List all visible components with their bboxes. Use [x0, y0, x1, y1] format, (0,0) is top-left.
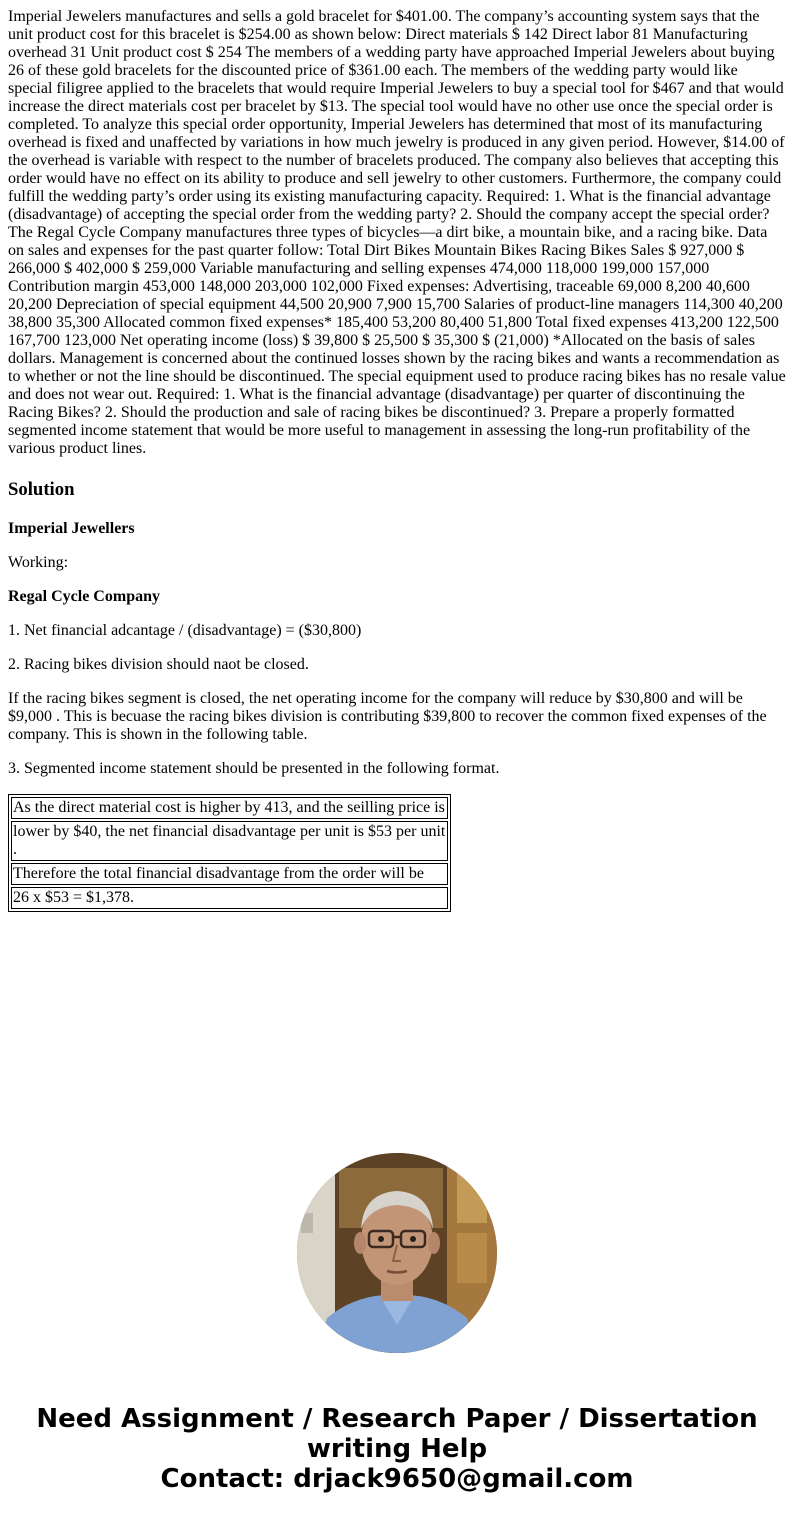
- table-row: [11, 887, 448, 909]
- promo-line-1: Need Assignment / Research Paper / Dissertation writing Help: [36, 1404, 758, 1464]
- table-row: [11, 863, 448, 885]
- question-text: Imperial Jewelers manufactures and sells a gold bracelet for $401.00. The company’s accounting system says that the unit product cost for this bracelet is $254.00 as shown below: Direct materials $ 142 Direct labor 81 Manufacturing overhead 31 Unit product cost $ 254 The members of a wedding party have approached Imperial Jewelers about buying 26 of these gold bracelets for the discounted price of $361.00 each. The members of the wedding party would like special filigree applied to the bracelets that would require Imperial Jewelers to buy a special tool for $467 and that would increase the direct materials cost per bracelet by $13. The special tool would have no other use once the special order is completed. To analyze this special order opportunity, Imperial Jewelers has determined that most of its manufacturing overhead is fixed and unaffected by variations in how much jewelry is produced in any given period. However, $14.00 of the overhead is variable with respect to the number of bracelets produced. The company also believes that accepting this order would have no effect on its ability to produce and sell jewelry to other customers. Furthermore, the company could fulfill the wedding party’s order using its existing manufacturing capacity. Required: 1. What is the financial advantage (disadvantage) of accepting the special order from the wedding party? 2. Should the company accept the special order? The Regal Cycle Company manufactures three types of bicycles—a dirt bike, a mountain bike, and a racing bike. Data on sales and expenses for the past quarter follow: Total Dirt Bikes Mountain Bikes Racing Bikes Sales $ 927,000 $ 266,000 $ 402,000 $ 259,000 Variable manufacturing and selling expenses 474,000 118,000 199,000 157,000 Contribution margin 453,000 148,000 203,000 102,000 Fixed expenses: Advertising, traceable 69,000 8,200 40,600 20,200 Depreciation of special equipment 44,500 20,900 7,900 15,700 Salaries of product-line managers 114,300 40,200 38,800 35,300 Allocated common fixed expenses* 185,400 53,200 80,400 51,800 Total fixed expenses 413,200 122,500 167,700 123,000 Net operating income (loss) $ 39,800 $ 25,500 $ 35,300 $ (21,000) *Allocated on the basis of sales dollars. Management is concerned about the continued losses shown by the racing bikes and wants a recommendation as to whether or not the line should be discontinued. The special equipment used to produce racing bikes has no resale value and does not wear out. Required: 1. What is the financial advantage (disadvantage) per quarter of discontinuing the Racing Bikes? 2. Should the production and sale of racing bikes be discontinued? 3. Prepare a properly formatted segmented income statement that would be more useful to management in assessing the long-run profitability of the various product lines.: [8, 8, 786, 457]
- table-row: [11, 821, 448, 861]
- table-cell: As the direct material cost is higher by 413, and the seilling price is: [11, 797, 448, 819]
- answer-3: 3. Segmented income statement should be presented in the following format.: [8, 760, 500, 777]
- working-label: Working:: [8, 554, 69, 571]
- table-cell: 26 x $53 = $1,378.: [11, 887, 448, 909]
- avatar-portrait-image: [297, 1153, 497, 1353]
- promo-contact-line: Contact: drjack9650@gmail.com: [160, 1464, 634, 1494]
- avatar: [297, 1153, 497, 1353]
- answer-1: 1. Net financial adcantage / (disadvantage) = ($30,800): [8, 622, 362, 639]
- promo-banner: [0, 1404, 794, 1494]
- answer-2: 2. Racing bikes division should naot be closed.: [8, 656, 309, 673]
- table-row: [11, 797, 448, 819]
- table-cell: Therefore the total financial disadvantage from the order will be: [11, 863, 448, 885]
- table-cell: lower by $40, the net financial disadvantage per unit is $53 per unit .: [11, 821, 448, 861]
- note-table: [8, 794, 451, 912]
- answer-explanation: If the racing bikes segment is closed, the net operating income for the company will reduce by $30,800 and will be $9,000 . This is becuase the racing bikes division is contributing $39,800 to recover the common fixed expenses of the company. This is shown in the following table.: [8, 690, 767, 743]
- company-heading-regal: Regal Cycle Company: [8, 588, 160, 605]
- solution-heading: Solution: [8, 479, 75, 500]
- company-heading-imperial: Imperial Jewellers: [8, 520, 135, 537]
